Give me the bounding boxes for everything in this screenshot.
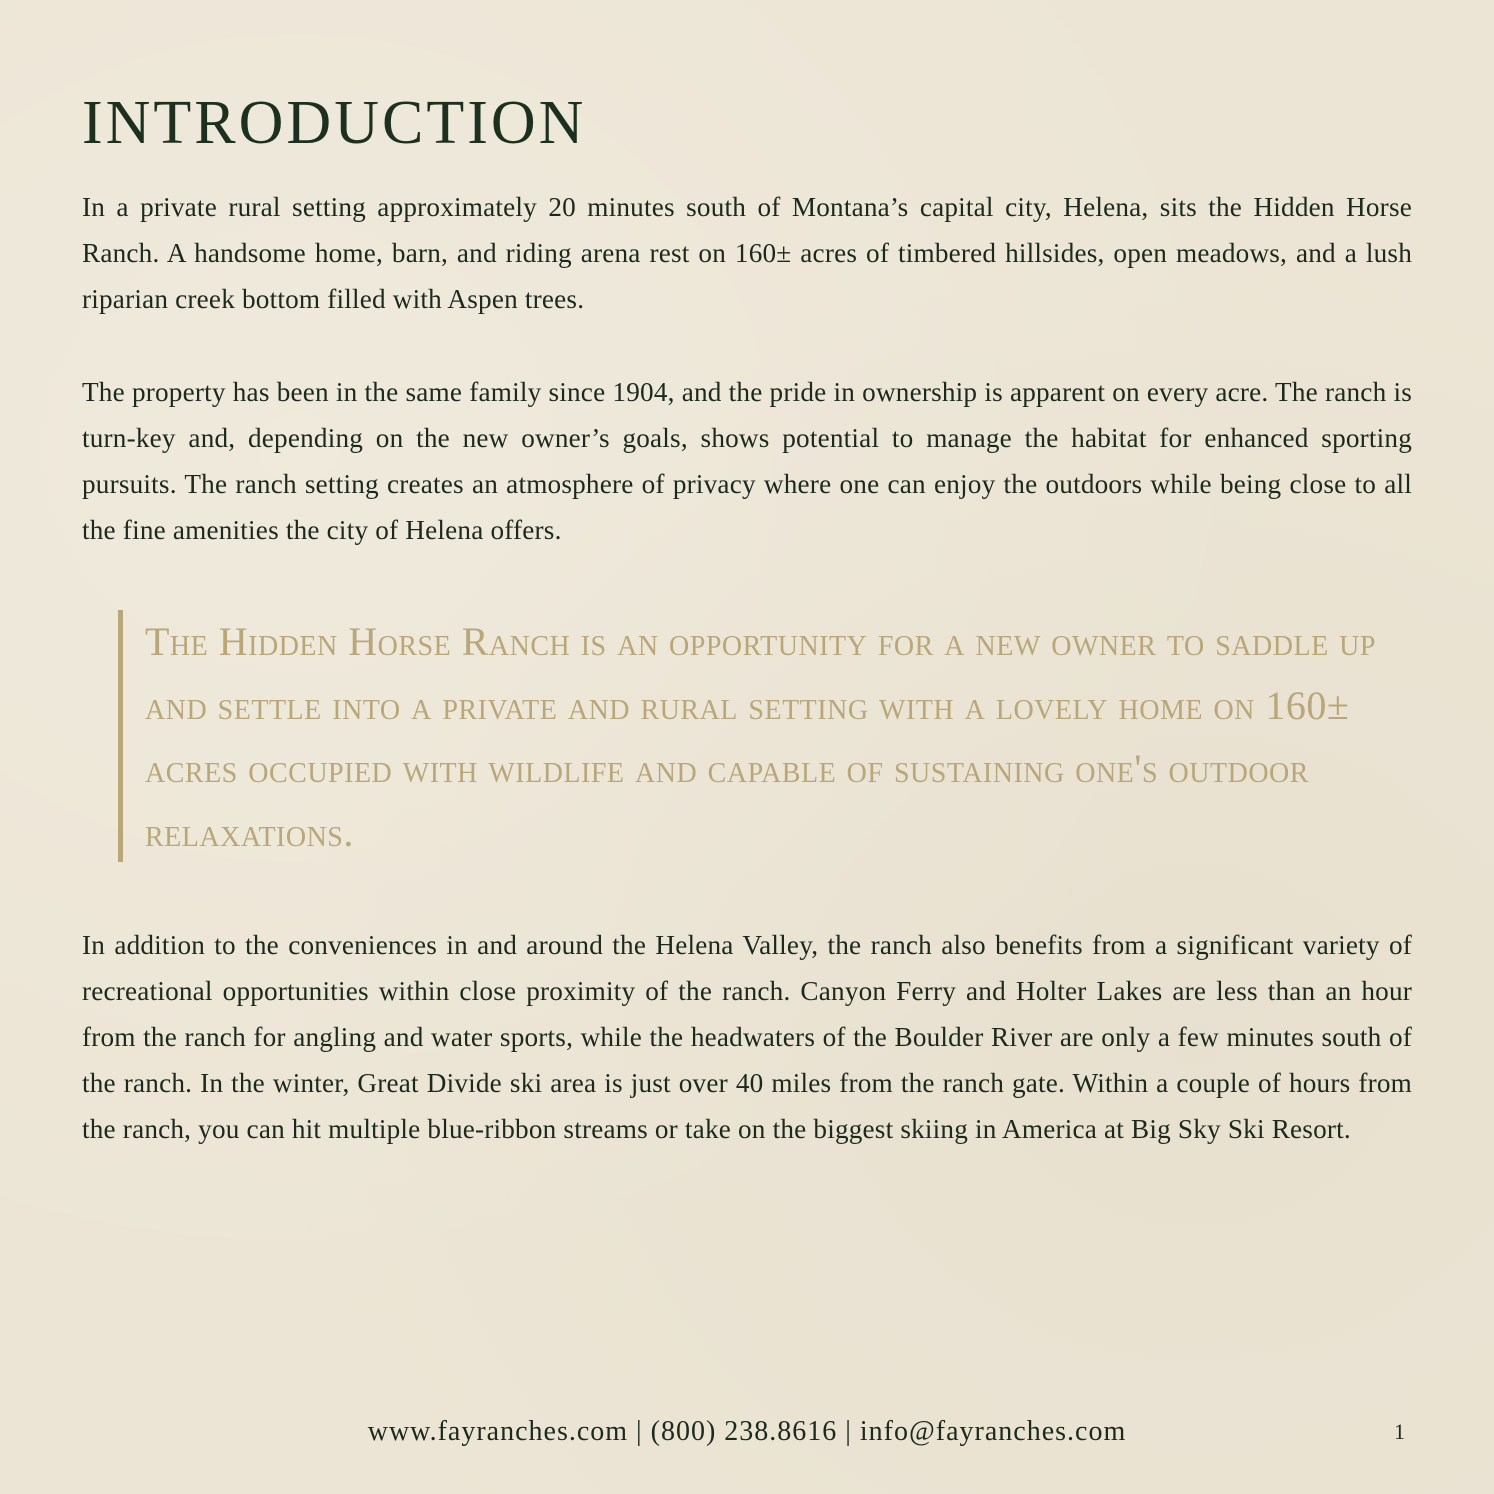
intro-paragraph-2: The property has been in the same family since 1904, and the pride in ownership is apparent on every acre. The ranch is turn-key and, depending on the new owner’s goals, shows potential to manage the habitat for enhanced sporting pursuits. The ranch setting creates an atmosphere of privacy where one can enjoy the outdoors while being close to all the fine amenities the city of Helena offers. <box>82 377 1412 545</box>
page-title: INTRODUCTION <box>82 89 587 157</box>
intro-paragraph-3: In addition to the conveniences in and around the Helena Valley, the ranch also benefits from a significant variety of recreational opportunities within close proximity of the ranch. Canyon Ferry and Holter Lakes are less than an hour from the ranch for angling and water sports, while the headwaters of the Boulder River are only a few minutes south of the ranch. In the winter, Great Divide ski area is just over 40 miles from the ranch gate. Within a couple of hours from the ranch, you can hit multiple blue-ribbon streams or take on the biggest skiing in America at Big Sky Ski Resort. <box>82 930 1412 1144</box>
footer-contact: www.fayranches.com | (800) 238.8616 | info@fayranches.com <box>367 1416 1127 1447</box>
pull-quote <box>118 610 1388 862</box>
page-number: 1 <box>1394 1419 1405 1444</box>
intro-paragraph-1: In a private rural setting approximately 20 minutes south of Montana’s capital city, Helena, sits the Hidden Horse Ranch. A handsome home, barn, and riding arena rest on 160± acres of timbered hillsides, open meadows, and a lush riparian creek bottom filled with Aspen trees. <box>82 192 1412 314</box>
pull-quote-text: The Hidden Horse Ranch is an opportunity for a new owner to saddle up and settle into a private and rural setting with a lovely home on 160± acres occupied with wildlife and capable of sustaining one's outdoor relaxations. <box>145 619 1376 855</box>
